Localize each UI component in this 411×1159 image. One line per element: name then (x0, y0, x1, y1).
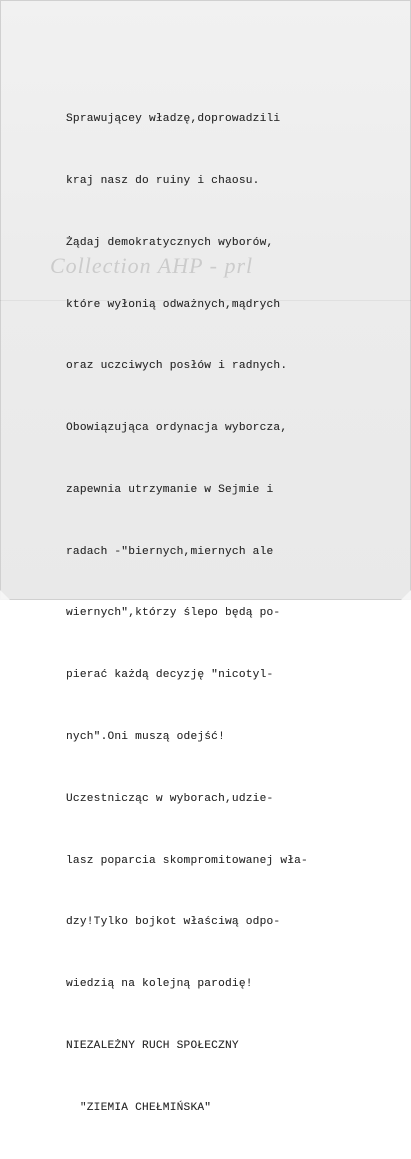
text-line: nych".Oni muszą odejść! (66, 731, 226, 743)
text-line: wiedzią na kolejną parodię! (66, 978, 253, 991)
text-line: Obowiązująca ordynacja wyborcza, (66, 422, 288, 435)
text-line: dzy!Tylko bojkot właściwą odpo- (66, 916, 281, 929)
watermark: Collection AHP - prl (50, 253, 254, 278)
page-corner (0, 590, 10, 600)
text-line: pierać każdą decyzję "nicotyl- (66, 669, 274, 682)
signature-line: "ZIEMIA CHEŁMIŃSKA" (66, 1101, 212, 1114)
page-corner (401, 590, 411, 600)
text-line: zapewnia utrzymanie w Sejmie i (66, 483, 274, 496)
text-line: oraz uczciwych posłów i radnych. (66, 360, 288, 373)
text-line: Sprawującey władzę,doprowadzili (66, 113, 281, 126)
text-line: Uczestnicząc w wyborach,udzie- (66, 792, 274, 805)
signature-line: NIEZALEŻNY RUCH SPOŁECZNY (66, 1039, 239, 1052)
text-line: Żądaj demokratycznych wyborów, (66, 236, 274, 249)
text-line: radach -"biernych,miernych ale (66, 545, 274, 558)
text-line: kraj nasz do ruiny i chaosu. (66, 174, 260, 187)
document-text (66, 68, 402, 1159)
text-line: lasz poparcia skompromitowanej wła- (66, 854, 308, 867)
text-line: wiernych",którzy ślepo będą po- (66, 607, 281, 620)
text-line: które wyłonią odważnych,mądrych (66, 298, 281, 311)
